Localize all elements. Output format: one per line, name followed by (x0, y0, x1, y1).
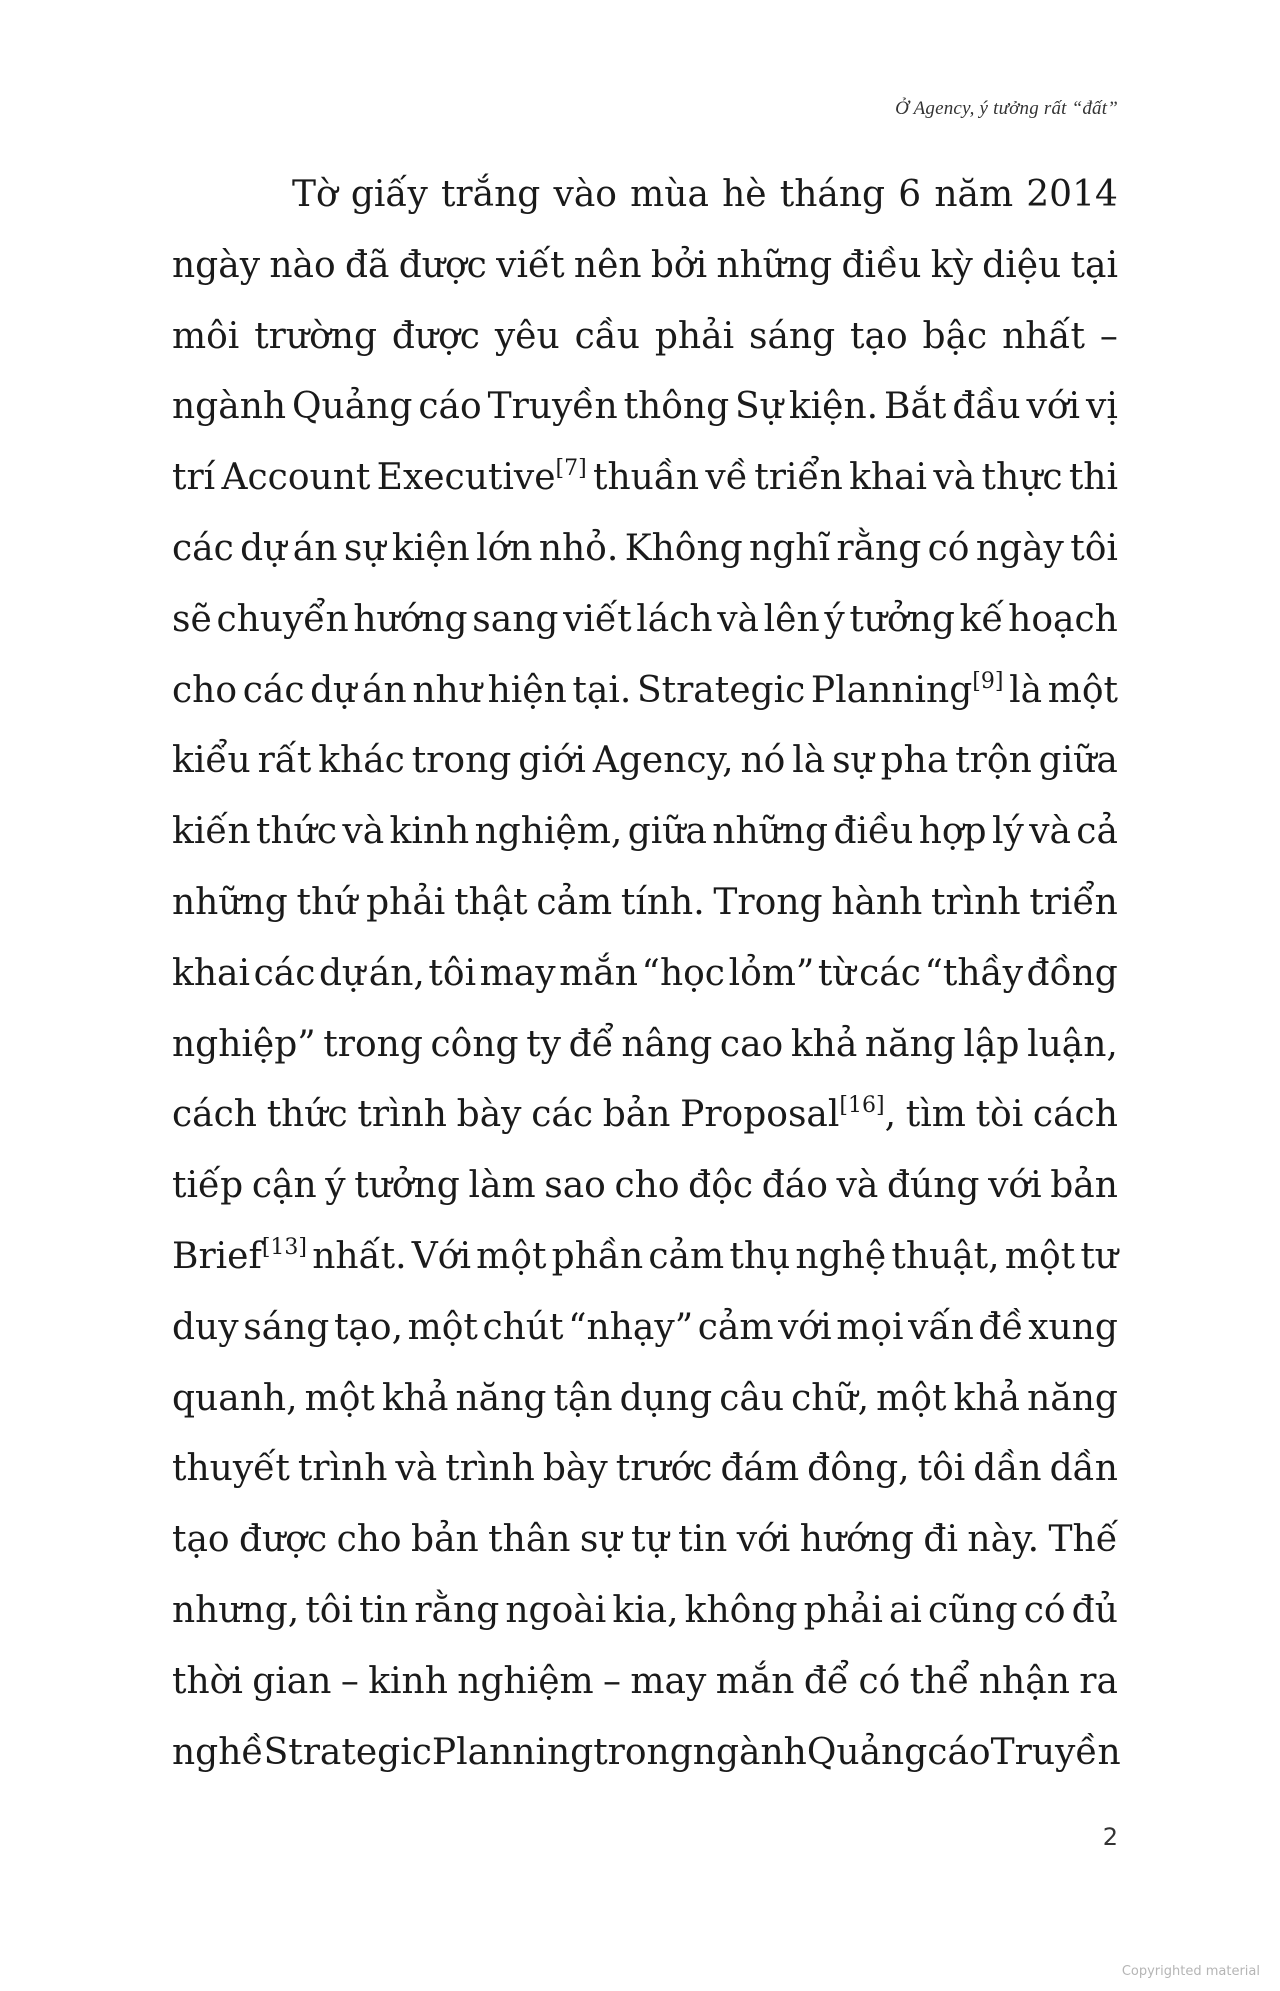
word: một (1047, 669, 1118, 711)
word: thụ (729, 1235, 791, 1277)
word: bởi (650, 244, 708, 286)
word: kỳ (930, 244, 973, 286)
word: vào (553, 174, 617, 215)
word: các (531, 1094, 594, 1136)
word: tôi (428, 952, 477, 994)
word: Executive[7] (376, 456, 587, 499)
word: với (988, 1165, 1042, 1207)
word: kinh (368, 1660, 448, 1702)
word: tháng (779, 174, 886, 215)
text-line (172, 1434, 1118, 1505)
word: đi (923, 1519, 958, 1561)
word: sao (544, 1165, 606, 1207)
text-line (172, 939, 1118, 1010)
word: điều (841, 244, 922, 286)
footnote-ref: [7] (555, 456, 587, 482)
text-line (172, 372, 1118, 443)
word: tư (1080, 1235, 1118, 1277)
word: Strategic (636, 669, 806, 711)
word: đám (720, 1448, 800, 1490)
word: dụng (619, 1377, 713, 1419)
word: là (1009, 669, 1043, 711)
footnote-ref: [16] (839, 1093, 885, 1119)
word: khai (849, 457, 928, 499)
word: trình (445, 1448, 535, 1490)
word: Bắt (884, 386, 947, 428)
word: lý (991, 811, 1024, 853)
word: năng (1027, 1377, 1118, 1419)
word: cảm (536, 881, 613, 923)
word: tự (631, 1519, 669, 1561)
word: và (933, 457, 976, 499)
word: trong (323, 1023, 423, 1065)
word: tưởng (849, 598, 955, 640)
word: có (858, 1660, 901, 1702)
word: thức (256, 811, 338, 853)
word: Sự (735, 386, 783, 428)
word: diệu (982, 244, 1062, 286)
word: pha (880, 740, 949, 782)
word: rằng (836, 527, 922, 569)
word: cầu (574, 315, 640, 357)
word: nâng (621, 1023, 713, 1065)
word: phải (366, 881, 446, 923)
word: tòi (975, 1094, 1024, 1136)
word: các (859, 952, 921, 994)
text-line (172, 1293, 1118, 1364)
word: thể (909, 1660, 970, 1702)
word: triển (1029, 881, 1118, 923)
word: một (876, 1377, 947, 1419)
word: các (253, 952, 316, 994)
word: kiến (172, 811, 251, 853)
word: trộn (955, 740, 1032, 782)
word: nghề (172, 1731, 264, 1773)
word: bản (602, 1094, 671, 1136)
word: nên (573, 244, 642, 286)
word: được (391, 315, 480, 357)
text-line (172, 1010, 1118, 1081)
word: “học (641, 952, 725, 994)
word: với (778, 1306, 832, 1348)
word: “nhạy” (568, 1306, 694, 1348)
word: án (362, 669, 407, 711)
text-line (172, 1718, 1121, 1789)
word: “thầy (924, 952, 1023, 994)
word: sự (832, 740, 874, 782)
word: án (292, 527, 338, 569)
word: để (803, 1660, 850, 1702)
word: nghệ (795, 1235, 887, 1277)
text-line (172, 1505, 1118, 1576)
word: lên (763, 598, 820, 640)
word: mắn (559, 952, 638, 994)
word: trong (593, 1731, 693, 1773)
word: với (1026, 386, 1081, 428)
word: ngày (172, 244, 261, 286)
word: nó (740, 740, 786, 782)
word: mắn (715, 1660, 795, 1702)
word: tạo (850, 315, 908, 357)
word: điều (833, 811, 914, 853)
word: Proposal[16], (680, 1093, 897, 1136)
word: ngành (692, 1731, 807, 1773)
word: ý (325, 1165, 346, 1207)
word: nghiệm (457, 1660, 594, 1702)
word: những (712, 811, 829, 853)
word: hành (831, 881, 923, 923)
word: bày (456, 1094, 522, 1136)
word: giấy (350, 174, 428, 215)
word: 6 (898, 174, 922, 215)
word: lách (636, 598, 713, 640)
word: Planning (431, 1731, 594, 1773)
word: giữa (627, 811, 707, 853)
word: năng (455, 1377, 547, 1419)
word: cũng (928, 1589, 1018, 1631)
word: đáo (761, 1165, 828, 1207)
word: giữa (1038, 740, 1118, 782)
word: Quảng (806, 1731, 928, 1773)
word: Brief[13] (172, 1234, 307, 1277)
word: thân (488, 1519, 571, 1561)
word: Tờ (292, 174, 338, 215)
word: bản (1050, 1165, 1118, 1207)
word: này. (967, 1519, 1040, 1561)
word: may (630, 1660, 707, 1702)
word: trí (172, 457, 216, 499)
word: 2014 (1026, 174, 1118, 215)
footnote-ref: [9] (972, 668, 1004, 694)
word: cảm (648, 1235, 725, 1277)
word: sáng (748, 315, 836, 357)
body-text (172, 160, 1121, 1788)
text-line (172, 160, 1118, 231)
word: bậc (922, 315, 988, 357)
word: khả (953, 1377, 1020, 1419)
word: Account (221, 457, 371, 499)
word: yêu (494, 315, 560, 357)
word: năm (934, 174, 1014, 215)
word: dự (318, 952, 366, 994)
text-line (172, 302, 1118, 373)
word: kiện. (788, 386, 879, 428)
word: trình (357, 1094, 447, 1136)
word: dần (973, 1448, 1042, 1490)
page-number: 2 (1102, 1823, 1118, 1851)
word: các (242, 669, 305, 711)
word: dần (1049, 1448, 1118, 1490)
word: cách (172, 1094, 257, 1136)
word: tạo, (333, 1306, 404, 1348)
word: cảm (697, 1306, 774, 1348)
word: nhỏ. (538, 527, 619, 569)
word: cho (614, 1165, 680, 1207)
word: những (716, 244, 833, 286)
text-line (172, 1151, 1118, 1222)
word: phải (654, 315, 735, 357)
word: ý (824, 598, 845, 640)
word: chữ, (791, 1377, 870, 1419)
word: đủ (1071, 1589, 1118, 1631)
text-line (172, 1364, 1118, 1435)
word: dự (240, 527, 287, 569)
footnote-ref: [13] (261, 1234, 307, 1260)
word: thuần (593, 457, 700, 499)
word: may (479, 952, 556, 994)
word: rằng (414, 1589, 500, 1631)
word: Trong (713, 881, 823, 923)
text-line (172, 1080, 1118, 1151)
word: Truyền (990, 1731, 1121, 1773)
word: từ (817, 952, 856, 994)
word: trường (254, 315, 377, 357)
word: khai (172, 952, 250, 994)
word: một (407, 1306, 478, 1348)
word: lỏm” (728, 952, 815, 994)
word: câu (719, 1377, 785, 1419)
word: nhất (1002, 315, 1086, 357)
word: nghĩ (749, 527, 830, 569)
word: vấn (908, 1306, 974, 1348)
word: khả (381, 1377, 449, 1419)
word: đông, (807, 1448, 910, 1490)
word: thật (454, 881, 528, 923)
word: cáo (927, 1731, 991, 1773)
text-line (172, 1647, 1118, 1718)
word: ty (526, 1023, 561, 1065)
word: môi (172, 315, 240, 357)
word: thuật, (891, 1235, 1000, 1277)
word: nghiệp” (172, 1023, 316, 1065)
word: trong (411, 740, 512, 782)
text-line (172, 868, 1118, 939)
word: thực (981, 457, 1063, 499)
text-line (172, 656, 1118, 727)
word: khác (318, 740, 405, 782)
word: không (684, 1589, 798, 1631)
word: kinh (389, 811, 470, 853)
word: Với (411, 1235, 471, 1277)
word: xung (1028, 1306, 1118, 1348)
word: tin (678, 1519, 728, 1561)
word: lớn (476, 527, 533, 569)
word: và (342, 811, 385, 853)
word: bản (411, 1519, 479, 1561)
word: về (705, 457, 748, 499)
word: nhất. (312, 1235, 407, 1277)
word: trắng (440, 174, 541, 215)
word: – (603, 1660, 622, 1702)
word: tôi (1070, 527, 1118, 569)
word: kiểu (172, 740, 251, 782)
word: mùa (630, 174, 709, 215)
word: được (239, 1519, 328, 1561)
word: trình (297, 1448, 388, 1490)
word: chuyển (216, 598, 349, 640)
word: đã (344, 244, 390, 286)
text-line (172, 1222, 1118, 1293)
copyright-watermark: Copyrighted material (1121, 1964, 1260, 1979)
word: sang (472, 598, 559, 640)
word: ngành (172, 386, 287, 428)
word: tiếp (172, 1165, 244, 1207)
text-line (172, 726, 1118, 797)
word: viết (563, 598, 632, 640)
word: sự (579, 1519, 622, 1561)
word: rất (257, 740, 312, 782)
word: luận, (1027, 1023, 1118, 1065)
text-line (172, 514, 1118, 585)
word: hoạch (1008, 598, 1118, 640)
word: và (836, 1165, 879, 1207)
word: trước (615, 1448, 713, 1490)
word: cao (719, 1023, 784, 1065)
word: – (1099, 315, 1118, 357)
word: đồng (1026, 952, 1118, 994)
word: đề (978, 1306, 1024, 1348)
text-line (172, 797, 1118, 868)
word: thức (266, 1094, 348, 1136)
word: sẽ (172, 598, 212, 640)
word: có (1023, 1589, 1066, 1631)
word: viết (496, 244, 565, 286)
word: tại (1070, 244, 1118, 286)
word: tính. (620, 881, 705, 923)
word: nhận (978, 1660, 1070, 1702)
word: sự (343, 527, 386, 569)
word: như (412, 669, 482, 711)
word: ngoài (505, 1589, 607, 1631)
word: đầu (952, 386, 1021, 428)
word: Không (624, 527, 743, 569)
word: thi (1068, 457, 1118, 499)
word: tại. (572, 669, 632, 711)
word: nghiệm, (474, 811, 623, 853)
word: giới (518, 740, 586, 782)
word: hợp (918, 811, 987, 853)
text-line (172, 443, 1118, 514)
word: thuyết (172, 1448, 290, 1490)
word: ngày (975, 527, 1064, 569)
word: tưởng (354, 1165, 460, 1207)
word: lập (963, 1023, 1020, 1065)
text-line (172, 1576, 1118, 1647)
word: tôi (917, 1448, 966, 1490)
word: với (736, 1519, 791, 1561)
word: đúng (886, 1165, 980, 1207)
word: công (430, 1023, 519, 1065)
word: và (395, 1448, 438, 1490)
word: tin (359, 1589, 409, 1631)
word: cáo (418, 386, 482, 428)
word: cách (1032, 1094, 1118, 1136)
word: Thế (1048, 1519, 1118, 1561)
word: khả (790, 1023, 858, 1065)
word: cho (336, 1519, 402, 1561)
word: thông (623, 386, 730, 428)
word: Truyền (487, 386, 618, 428)
word: tôi (305, 1589, 353, 1631)
word: một (304, 1377, 375, 1419)
word: án, (368, 952, 425, 994)
word: Strategic (263, 1731, 432, 1773)
word: gian (252, 1660, 332, 1702)
word: và (1029, 811, 1071, 853)
word: – (340, 1660, 359, 1702)
word: độc (688, 1165, 754, 1207)
word: kia, (612, 1589, 679, 1631)
word: và (717, 598, 759, 640)
word: phải (803, 1589, 883, 1631)
running-header: Ở Agency, ý tưởng rất “đất” (895, 98, 1118, 119)
word: tìm (905, 1094, 966, 1136)
word: Quảng (292, 386, 413, 428)
word: Planning[9] (810, 668, 1004, 711)
text-line (172, 231, 1118, 302)
word: tận (553, 1377, 613, 1419)
word: làm (468, 1165, 536, 1207)
word: một (476, 1235, 547, 1277)
word: duy (172, 1306, 239, 1348)
word: mọi (836, 1306, 904, 1348)
word: những (172, 881, 288, 923)
word: sáng (243, 1306, 330, 1348)
word: triển (754, 457, 843, 499)
word: thứ (296, 881, 358, 923)
word: nào (269, 244, 336, 286)
word: hè (722, 174, 767, 215)
word: nhưng, (172, 1589, 300, 1631)
word: một (1004, 1235, 1076, 1277)
word: Agency, (592, 740, 734, 782)
word: thời (172, 1660, 243, 1702)
word: phần (551, 1235, 644, 1277)
word: kế (959, 598, 1004, 640)
word: chút (482, 1306, 564, 1348)
word: quanh, (172, 1377, 298, 1419)
word: hướng (353, 598, 468, 640)
word: là (792, 740, 826, 782)
word: ai (888, 1589, 922, 1631)
word: dự (310, 669, 357, 711)
word: các (172, 527, 234, 569)
word: hướng (799, 1519, 914, 1561)
word: bày (542, 1448, 608, 1490)
word: có (927, 527, 970, 569)
word: ra (1079, 1660, 1118, 1702)
word: trình (931, 881, 1021, 923)
word: được (398, 244, 487, 286)
word: năng (864, 1023, 956, 1065)
word: cận (251, 1165, 317, 1207)
word: hiện (487, 669, 567, 711)
word: vị (1086, 386, 1118, 428)
word: tạo (172, 1519, 230, 1561)
word: cả (1076, 811, 1118, 853)
word: cho (172, 669, 238, 711)
word: kiện (391, 527, 470, 569)
word: để (568, 1023, 614, 1065)
text-line (172, 585, 1118, 656)
